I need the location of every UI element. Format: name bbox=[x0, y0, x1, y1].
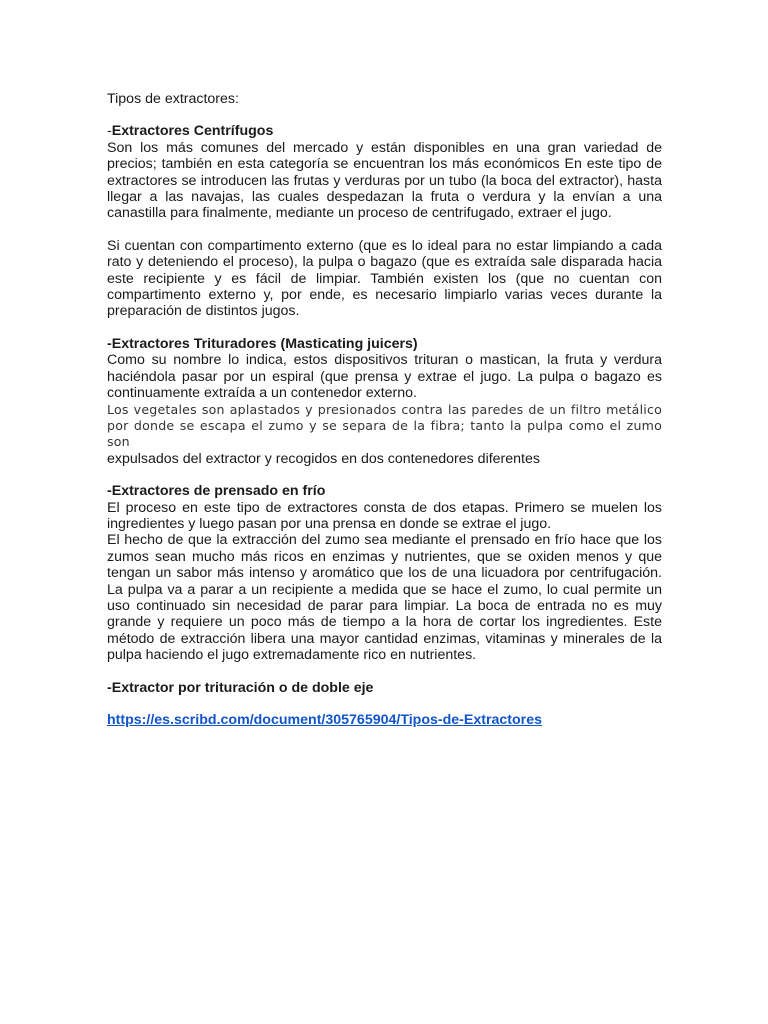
heading-text: Extractores Centrífugos bbox=[111, 123, 274, 140]
section-trituradores-heading: -Extractores Trituradores (Masticating juicers) bbox=[107, 335, 418, 352]
document-title: Tipos de extractores: bbox=[107, 91, 239, 107]
section-trituradores-paragraph-1: Como su nombre lo indica, estos dispositivos trituran o mastican, la fruta y verdura haciéndola pasar por un espiral (que prensa y extrae el jugo. La pulpa o bagazo es continuamente extraída a un contenedor externo. bbox=[107, 352, 662, 402]
section-centrifugos-paragraph-2: Si cuentan con compartimento externo (que es lo ideal para no estar limpiando a cada rato y deteniendo el proceso), la pulpa o bagazo (que es extraída sale disparada hacia este recipiente y es fácil de limpiar. También existen los (que no cuentan con compartimento externo y, por ende, es necesario limpiarlo varias veces durante la preparación de distintos jugos. bbox=[107, 237, 662, 320]
section-centrifugos-paragraph-1: Son los más comunes del mercado y están disponibles en una gran variedad de precios; también en esta categoría se encuentran los más económicos En este tipo de extractores se introducen las frutas y verduras por un tubo (la boca del extractor), hasta llegar a las navajas, las cuales despedazan la fruta o verdura y la envían a una canastilla para finalmente, mediante un proceso de centrifugado, extraer el jugo. bbox=[107, 139, 662, 222]
section-trituradores-paragraph-3: expulsados del extractor y recogidos en dos contenedores diferentes bbox=[107, 450, 540, 467]
section-centrifugos-heading bbox=[107, 123, 662, 139]
section-doble-eje-heading: -Extractor por trituración o de doble eje bbox=[107, 679, 374, 696]
heading-prefix: - bbox=[107, 123, 112, 140]
section-prensado-paragraph-1: El proceso en este tipo de extractores consta de dos etapas. Primero se muelen los ingredientes y luego pasan por una prensa en donde se extrae el jugo. bbox=[107, 499, 662, 532]
section-prensado-paragraph-2: El hecho de que la extracción del zumo sea mediante el prensado en frío hace que los zumos sean mucho más ricos en enzimas y nutrientes, que se oxiden menos y que tengan un sabor más intenso y aromático que los de una licuadora por centrifugación. La pulpa va a parar a un recipiente a medida que se hace el zumo, lo cual permite un uso continuado sin necesidad de parar para limpiar. La boca de entrada no es muy grande y requiere un poco más de tiempo a la hora de cortar los ingredientes. Este método de extracción libera una mayor cantidad enzimas, vitaminas y minerales de la pulpa haciendo el jugo extremadamente rico en nutrientes. bbox=[107, 532, 662, 664]
section-prensado-heading: -Extractores de prensado en frío bbox=[107, 483, 326, 500]
source-link[interactable]: https://es.scribd.com/document/305765904/Tipos-de-Extractores bbox=[107, 712, 542, 728]
source-link-line bbox=[107, 712, 662, 728]
document-body bbox=[107, 91, 662, 728]
section-trituradores-paragraph-2: Los vegetales son aplastados y presionados contra las paredes de un filtro metálico por donde se escapa el zumo y se separa de la fibra; tanto la pulpa como el zumo son bbox=[107, 401, 662, 450]
